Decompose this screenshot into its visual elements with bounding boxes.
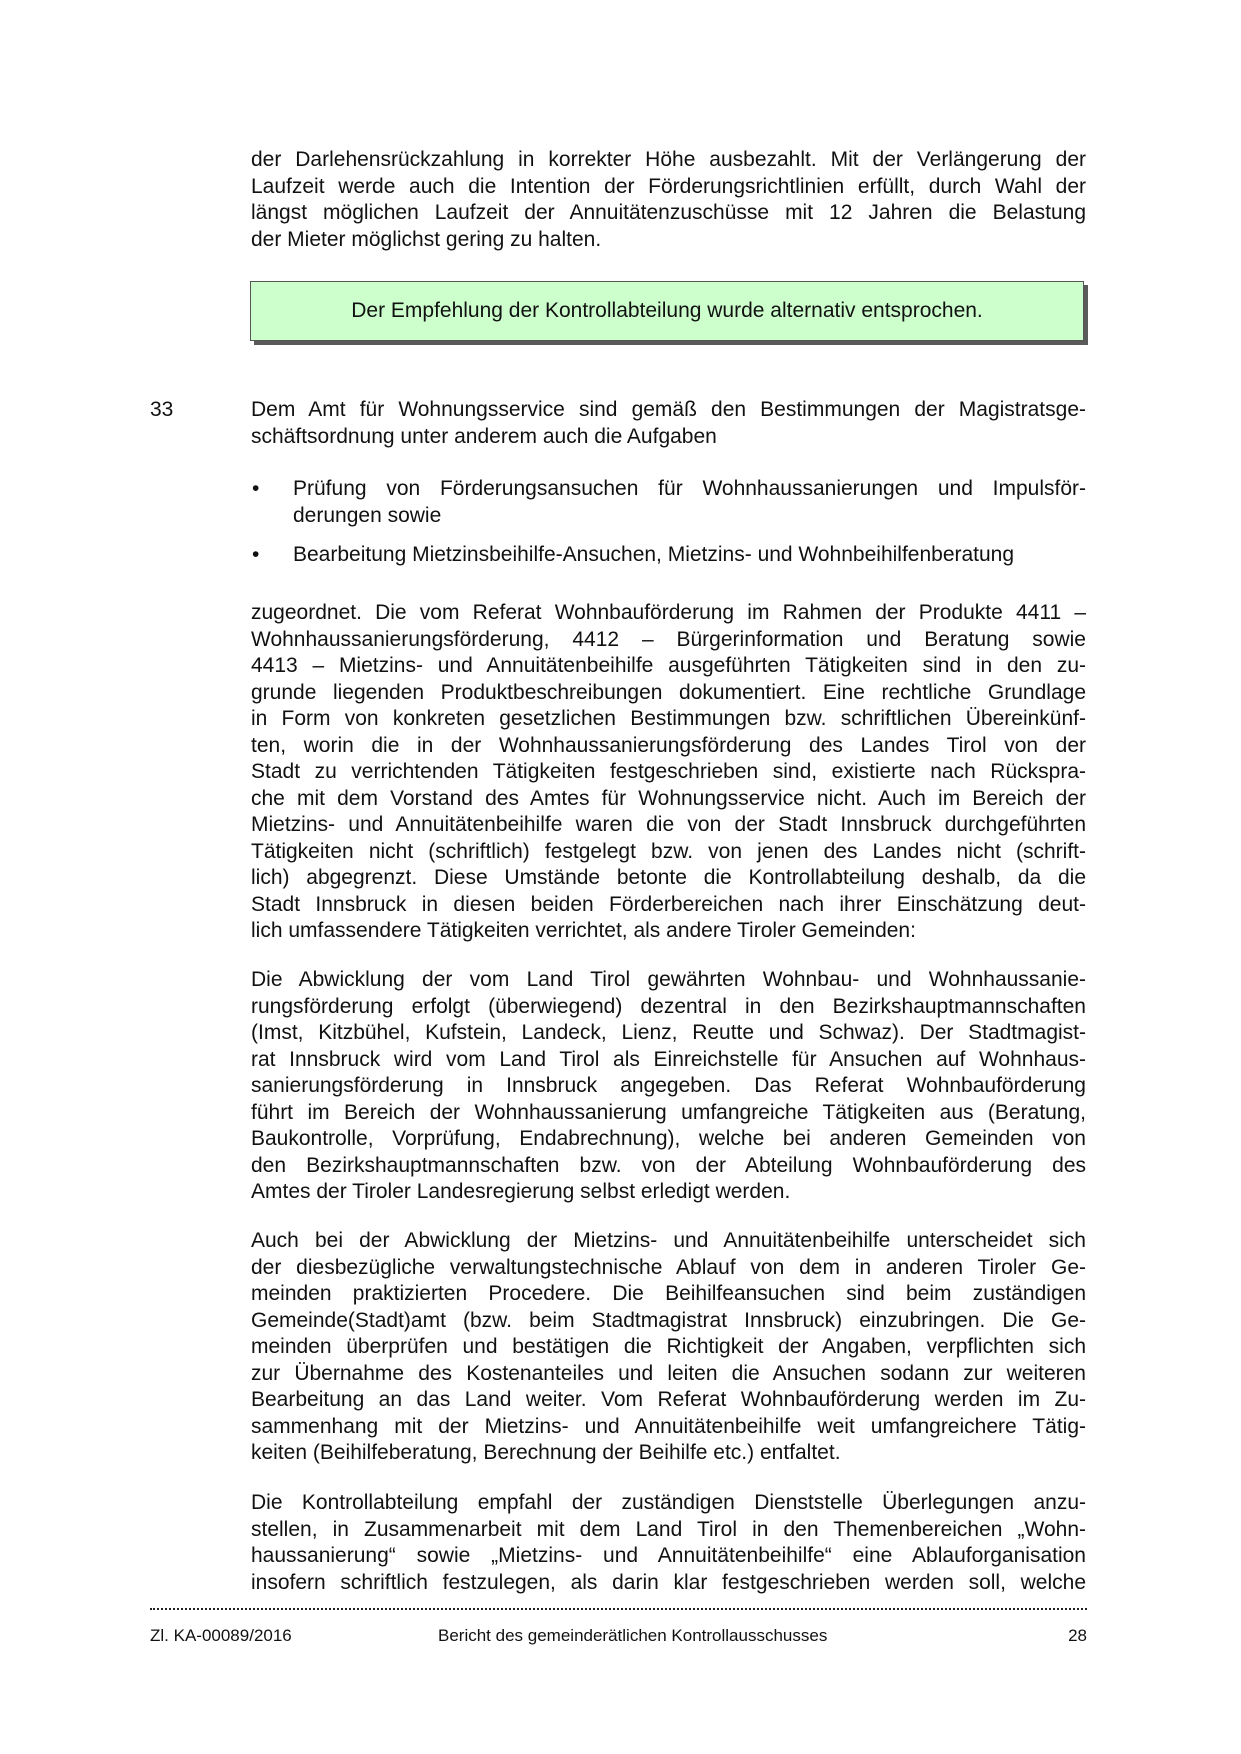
- text-line: meinden überprüfen und bestätigen die Richtigkeit der Angaben, verpflichten sich: [251, 1335, 1086, 1358]
- page-number: 28: [1068, 1626, 1087, 1645]
- text-line: Mietzins- und Annuitätenbeihilfe waren die von der Stadt Innsbruck durchgeführten: [251, 813, 1086, 836]
- text-line: Stadt Innsbruck in diesen beiden Förderbereichen nach ihrer Einschätzung deut-: [251, 892, 1086, 916]
- text-line: grunde liegenden Produktbeschreibungen dokumentiert. Eine rechtliche Grundlage: [251, 680, 1086, 704]
- text-line: der diesbezügliche verwaltungstechnische Ablauf von dem in anderen Tiroler Ge-: [251, 1255, 1086, 1279]
- text-line: in Form von konkreten gesetzlichen Bestimmungen bzw. schriftlichen Übereinkünf-: [251, 707, 1086, 730]
- intro-paragraph: [251, 147, 1086, 253]
- text-line: Die Kontrollabteilung empfahl der zuständigen Dienststelle Überlegungen anzu-: [251, 1491, 1086, 1514]
- text-line: zur Übernahme des Kostenanteiles und leiten die Ansuchen sodann zur weiteren: [251, 1361, 1086, 1385]
- text-line: meinden praktizierten Procedere. Die Beihilfeansuchen sind beim zuständigen: [251, 1282, 1086, 1305]
- text-line: Tätigkeiten nicht (schriftlich) festgelegt bzw. von jenen des Landes nicht (schrift-: [251, 839, 1086, 863]
- text-line: der Mieter möglichst gering zu halten.: [251, 227, 602, 251]
- text-line: sammenhang mit der Mietzins- und Annuitätenbeihilfe weit umfangreichere Tätig-: [251, 1414, 1086, 1438]
- recommendation-notice-box: Der Empfehlung der Kontrollabteilung wurde alternativ entsprochen.: [250, 281, 1084, 341]
- text-line: den Bezirkshauptmannschaften bzw. von der Abteilung Wohnbauförderung des: [251, 1153, 1086, 1177]
- text-line: Amtes der Tiroler Landesregierung selbst erledigt werden.: [251, 1180, 791, 1203]
- list-item: [293, 476, 1086, 529]
- footer-title: Bericht des gemeinderätlichen Kontrollausschusses: [438, 1626, 828, 1645]
- text-line: zugeordnet. Die vom Referat Wohnbauförderung im Rahmen der Produkte 4411 –: [251, 601, 1086, 624]
- bullet-icon: •: [252, 543, 260, 566]
- paragraph-recommendation: [251, 1490, 1086, 1596]
- text-line: Baukontrolle, Vorprüfung, Endabrechnung), welche bei anderen Gemeinden von: [251, 1127, 1086, 1150]
- text-line: haussanierung“ sowie „Mietzins- und Annuitätenbeihilfe“ eine Ablauforganisation: [251, 1544, 1086, 1567]
- text-line: insofern schriftlich festzulegen, als darin klar festgeschrieben werden soll, welche: [251, 1570, 1086, 1594]
- text-line: rungsförderung erfolgt (überwiegend) dezentral in den Bezirkshauptmannschaften: [251, 994, 1086, 1018]
- text-line: der Darlehensrückzahlung in korrekter Höhe ausbezahlt. Mit der Verlängerung der: [251, 148, 1086, 171]
- text-line: Bearbeitung an das Land weiter. Vom Referat Wohnbauförderung werden im Zu-: [251, 1388, 1086, 1411]
- footer-reference: Zl. KA-00089/2016: [150, 1626, 292, 1645]
- bullet-icon: •: [252, 477, 260, 500]
- text-line: Die Abwicklung der vom Land Tirol gewährten Wohnbau- und Wohnhaussanie-: [251, 968, 1086, 991]
- text-line: rat Innsbruck wird vom Land Tirol als Einreichstelle für Ansuchen auf Wohnhaus-: [251, 1047, 1086, 1071]
- list-item: [293, 542, 1086, 569]
- text-line: lich) abgegrenzt. Diese Umstände betonte die Kontrollabteilung deshalb, da die: [251, 866, 1086, 889]
- paragraph-mietzins-abwicklung: [251, 1228, 1086, 1467]
- text-line: sanierungsförderung in Innsbruck angegeben. Das Referat Wohnbauförderung: [251, 1074, 1086, 1097]
- text-line: Auch bei der Abwicklung der Mietzins- und Annuitätenbeihilfe unterscheidet sich: [251, 1229, 1086, 1252]
- section-intro-paragraph: [251, 397, 1086, 450]
- text-line: längst möglichen Laufzeit der Annuitätenzuschüsse mit 12 Jahren die Belastung: [251, 201, 1086, 224]
- paragraph-zugeordnet: [251, 600, 1086, 945]
- text-line: derungen sowie: [293, 503, 442, 527]
- text-line: (Imst, Kitzbühel, Kufstein, Landeck, Lienz, Reutte und Schwaz). Der Stadtmagist-: [251, 1021, 1086, 1044]
- text-line: Prüfung von Förderungsansuchen für Wohnhaussanierungen und Impulsför-: [293, 477, 1086, 500]
- text-line: Bearbeitung Mietzinsbeihilfe-Ansuchen, Mietzins- und Wohnbeihilfenberatung: [293, 543, 1015, 566]
- text-line: schäftsordnung unter anderem auch die Aufgaben: [251, 424, 717, 448]
- text-line: 4413 – Mietzins- und Annuitätenbeihilfe ausgeführten Tätigkeiten sind in den zu-: [251, 654, 1086, 677]
- text-line: ten, worin die in der Wohnhaussanierungsförderung des Landes Tirol von der: [251, 733, 1086, 757]
- text-line: keiten (Beihilfeberatung, Berechnung der Beihilfe etc.) entfaltet.: [251, 1441, 841, 1464]
- footer-divider: [150, 1608, 1087, 1610]
- text-line: lich umfassendere Tätigkeiten verrichtet, als andere Tiroler Gemeinden:: [251, 919, 916, 942]
- text-line: Laufzeit werde auch die Intention der Förderungsrichtlinien erfüllt, durch Wahl der: [251, 174, 1086, 198]
- text-line: Stadt zu verrichtenden Tätigkeiten festgeschrieben sind, existierte nach Rückspra-: [251, 760, 1086, 783]
- paragraph-abwicklung-wohnbau: [251, 967, 1086, 1206]
- text-line: Dem Amt für Wohnungsservice sind gemäß den Bestimmungen der Magistratsge-: [251, 398, 1086, 421]
- section-number: 33: [150, 398, 174, 421]
- text-line: che mit dem Vorstand des Amtes für Wohnungsservice nicht. Auch im Bereich der: [251, 786, 1086, 810]
- text-line: Wohnhaussanierungsförderung, 4412 – Bürgerinformation und Beratung sowie: [251, 627, 1086, 651]
- text-line: führt im Bereich der Wohnhaussanierung umfangreiche Tätigkeiten aus (Beratung,: [251, 1100, 1086, 1124]
- text-line: Gemeinde(Stadt)amt (bzw. beim Stadtmagistrat Innsbruck) einzubringen. Die Ge-: [251, 1308, 1086, 1332]
- text-line: stellen, in Zusammenarbeit mit dem Land Tirol in den Themenbereichen „Wohn-: [251, 1517, 1086, 1541]
